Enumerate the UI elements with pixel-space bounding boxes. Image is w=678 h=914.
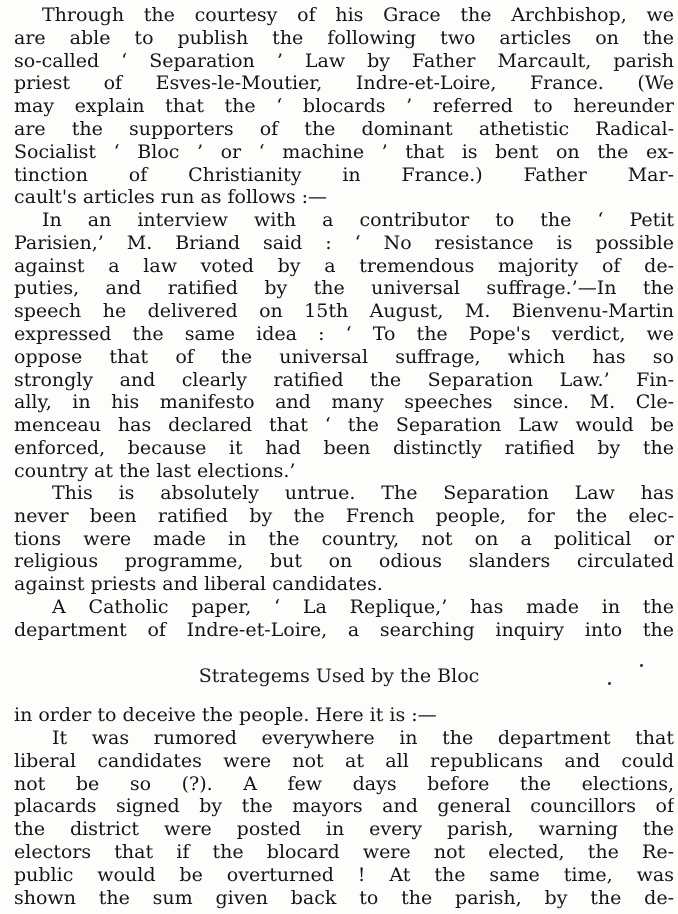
text-line: Through the courtesy of his Grace the Archbishop, we [42, 4, 674, 26]
text-line: speech he delivered on 15th August, M. Bienvenu-Martin [14, 300, 674, 323]
text-line: electors that if the blocard were not elected, the Re- [14, 840, 674, 863]
paragraph-la-replique [14, 596, 674, 642]
text-line: In an interview with a contributor to the ‘ Petit [42, 209, 674, 231]
text-line: Socialist ‘ Bloc ’ or ‘ machine ’ that is bent on the ex- [14, 140, 674, 163]
text-line: oppose that of the universal suffrage, which has so [14, 345, 674, 368]
text-line: may explain that the ‘ blocards ’ referred to hereunder [14, 95, 674, 118]
text-line: puties, and ratified by the universal suffrage.’—In the [14, 277, 674, 300]
text-line: country at the last elections.’ [14, 459, 296, 482]
text-line: strongly and clearly ratified the Separation Law.’ Fin- [14, 368, 674, 391]
text-line: in order to deceive the people. Here it is :— [14, 704, 437, 726]
text-line: It was rumored everywhere in the department that [52, 727, 674, 749]
text-line: priest of Esves-le-Moutier, Indre-et-Loire, France. (We [14, 72, 674, 95]
text-line: not be so (?). A few days before the elections, [14, 772, 674, 795]
text-line: against priests and liberal candidates. [14, 573, 383, 596]
paragraph-rumored [14, 727, 674, 909]
paragraph-deceive [14, 704, 674, 727]
text-line: A Catholic paper, ‘ La Replique,’ has made in the [52, 596, 674, 618]
text-line: expressed the same idea : ‘ To the Pope's verdict, we [14, 322, 674, 345]
text-line: against a law voted by a tremendous majority of de- [14, 254, 674, 277]
text-line: enforced, because it had been distinctly ratified by the [14, 436, 674, 459]
text-line: the district were posted in every parish, warning the [14, 818, 674, 841]
text-line: liberal candidates were not at all republicans and could [14, 749, 674, 772]
text-line: so-called ‘ Separation ’ Law by Father Marcault, parish [14, 49, 674, 72]
text-line: tions were made in the country, not on a political or [14, 527, 674, 550]
paragraph-untrue [14, 482, 674, 596]
text-line: are able to publish the following two articles on the [14, 26, 674, 49]
text-line: department of Indre-et-Loire, a searching inquiry into the [14, 618, 674, 641]
text-line: tinction of Christianity in France.) Father Mar- [14, 163, 674, 186]
paragraph-briand-interview [14, 209, 674, 483]
text-line: menceau has declared that ‘ the Separation Law would be [14, 414, 674, 437]
section-subheading: Strategems Used by the Bloc [198, 665, 480, 687]
text-line: cault's articles run as follows :— [14, 186, 328, 209]
print-speck [640, 664, 643, 667]
text-line: public would be overturned ! At the same time, was [14, 863, 674, 886]
text-line: This is absolutely untrue. The Separation Law has [52, 482, 674, 504]
text-line: placards signed by the mayors and general councillors of [14, 795, 674, 818]
print-speck [608, 682, 611, 685]
text-line: Parisien,’ M. Briand said : ‘ No resistance is possible [14, 231, 674, 254]
text-line: ally, in his manifesto and many speeches since. M. Cle- [14, 391, 674, 414]
paragraph-intro [14, 4, 674, 209]
text-line: religious programme, but on odious slanders circulated [14, 550, 674, 573]
text-line: are the supporters of the dominant athetistic Radical- [14, 117, 674, 140]
text-line: shown the sum given back to the parish, by the de- [14, 886, 674, 909]
text-line: never been ratified by the French people, for the elec- [14, 504, 674, 527]
